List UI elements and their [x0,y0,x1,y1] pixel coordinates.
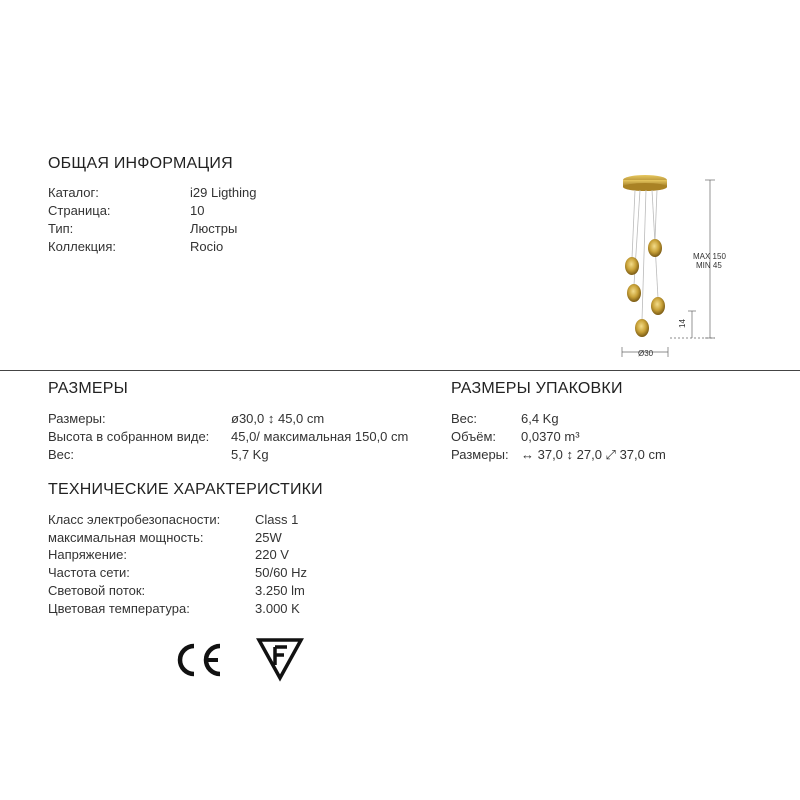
row-label: Напряжение: [48,547,127,562]
packaging-row-size [451,447,751,463]
general-row-collection [48,239,348,255]
packaging-row-weight [451,411,751,427]
row-label: Коллекция: [48,239,116,254]
row-label: Высота в собранном виде: [48,429,210,444]
row-value: Люстры [190,221,238,236]
technical-row-luminous-flux [48,583,408,599]
row-label: Световой поток: [48,583,146,598]
row-label: Цветовая температура: [48,601,190,616]
technical-row-color-temperature [48,601,408,617]
packaging-row-volume [451,429,751,445]
row-label: Вес: [48,447,75,462]
technical-row-class [48,512,408,528]
row-label: Каталог: [48,185,99,200]
row-value: 5,7 Kg [231,447,269,462]
row-value: ↔ 37,0 ↕ 27,0 ⤢ 37,0 cm [521,447,666,462]
ceiling-canopy [623,175,667,191]
min-height-label: MIN 45 [696,261,722,270]
row-value: ø30,0 ↕ 45,0 cm [231,411,325,426]
row-value: Rocio [190,239,224,254]
row-value: Class 1 [255,512,299,527]
technical-row-voltage [48,547,408,563]
general-row-type [48,221,348,237]
technical-row-frequency [48,565,408,581]
dimensions-row-weight [48,447,428,463]
row-value: 25W [255,530,282,545]
technical-heading: ТЕХНИЧЕСКИЕ ХАРАКТЕРИСТИКИ [48,481,323,498]
max-height-label: MAX 150 [693,252,726,261]
dimensions-row-height [48,429,428,445]
row-value: 10 [190,203,205,218]
row-value: 50/60 Hz [255,565,308,580]
row-value: 220 V [255,547,289,562]
pendant-globes [625,239,665,337]
technical-row-power [48,530,408,546]
row-value: 0,0370 m³ [521,429,580,444]
row-label: Размеры: [451,447,509,462]
dimensions-row-size [48,411,428,427]
row-label: Тип: [48,221,74,236]
row-value: 3.000 K [255,601,300,616]
row-label: Объём: [451,429,497,444]
bulb-height-label: 14 [678,319,687,328]
row-value: 45,0/ максимальная 150,0 cm [231,429,409,444]
row-value: i29 Ligthing [190,185,257,200]
row-label: Страница: [48,203,111,218]
row-value: 6,4 Kg [521,411,559,426]
row-label: Вес: [451,411,478,426]
section-divider [0,370,800,371]
ce-mark-icon [172,641,224,679]
row-label: Частота сети: [48,565,130,580]
row-label: Размеры: [48,411,106,426]
general-row-page [48,203,348,219]
dimensions-heading: РАЗМЕРЫ [48,380,128,397]
row-value: 3.250 lm [255,583,305,598]
diameter-label: Ø30 [638,349,654,358]
row-label: Класс электробезопасности: [48,512,221,527]
row-label: максимальная мощность: [48,530,204,545]
general-row-catalog [48,185,348,201]
product-drawing [600,170,730,365]
general-heading: ОБЩАЯ ИНФОРМАЦИЯ [48,155,233,172]
packaging-heading: РАЗМЕРЫ УПАКОВКИ [451,380,623,397]
f-mark-icon [255,636,305,682]
